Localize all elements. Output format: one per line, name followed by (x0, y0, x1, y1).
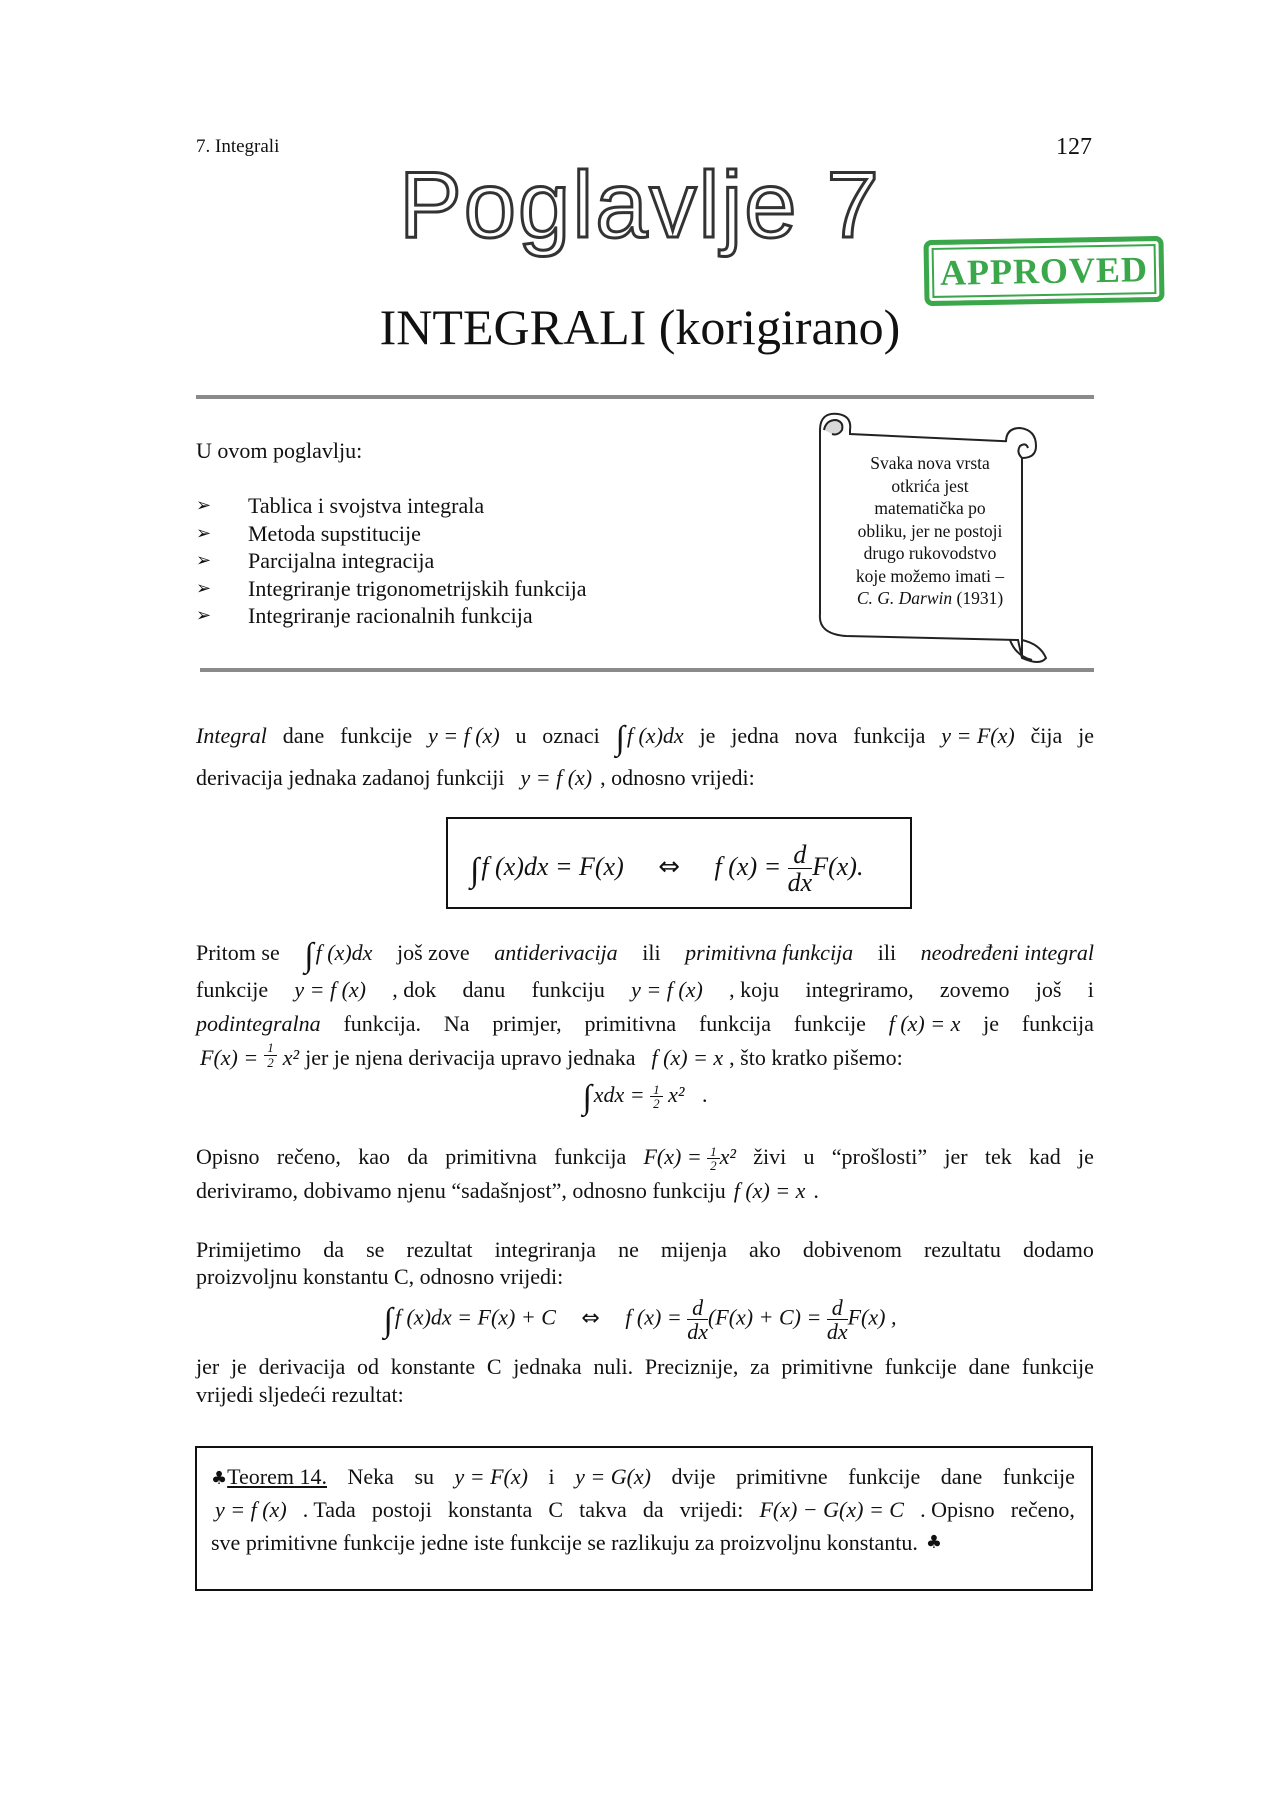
integral-sign-icon: ∫ (383, 1301, 393, 1339)
top-divider (196, 395, 1094, 399)
result-paragraph: jer je derivacija od konstante C jednaka nuli. Preciznije, za primitivne funkcije dane funkcije vrijedi sljedeći rezultat: (196, 1354, 1094, 1407)
quote: Svaka nova vrsta otkrića jest matematička po obliku, jer ne postoji drugo rukovodstvo koje možemo imati – C. G. Darwin (1931) (855, 453, 1005, 608)
iff-icon: ⇔ (581, 1305, 600, 1331)
quote-author: C. G. Darwin (856, 588, 953, 608)
integral-sign-icon: ∫ (304, 937, 314, 974)
theorem-box: ♣Teorem 14. Neka su y = F(x) i y = G(x) dvije primitivne funkcije dane funkcije y = f (x) . Tada postoji konstanta C takva da vrijedi: F(x) − G(x) = C . Opisno rečeno, sve primitivne funkcije jedne iste funkcije se razlikuju za proizvoljnu konstantu. ♣ (195, 1446, 1093, 1591)
definition-equation-box: ∫f (x)dx = F(x) ⇔ f (x) = $\frac{d}{dx}$ F(x). (446, 817, 912, 909)
section-title: INTEGRALI (korigirano) (379, 299, 901, 355)
theorem-label: Teorem 14. (227, 1464, 328, 1489)
bottom-divider (200, 668, 1094, 672)
constant-equation: ∫f (x)dx = F(x) + C ⇔ f (x) = $\frac{d}{dx}$ (F(x) + C) = $\frac{d}{dx}$ F(x) , (383, 1295, 897, 1345)
constant-paragraph: Primijetimo da se rezultat integriranja ne mijenja ako dobivenom rezultatu dodamo proizvoljnu konstantu C, odnosno vrijedi: (196, 1237, 1094, 1289)
stamp-text: APPROVED (939, 249, 1149, 293)
antiderivative-paragraph: Pritom se ∫f (x)dx još zove antiderivacija ili primitivna funkcija ili neodređeni integral funkcije y = f (x) , dok danu funkciju y = f (x) , koju integriramo, zovemo još i podintegralna funkcija. Na primjer, primitivna funkcija funkcije f (x) = x je funkcija F(x) = $\frac{1}{2}$ x² jer je njena derivacija upravo jednaka f (x) = x , što kratko pišemo: ∫xdx = $\frac{1}{2}$ x² . (196, 937, 1094, 1116)
approved-stamp (923, 236, 1164, 306)
arrow-bullet-icon: ➢ (196, 495, 212, 516)
topic-list (196, 492, 586, 630)
page-number: 127 (1056, 134, 1092, 160)
topic-item: ➢ Metoda supstitucije (196, 520, 421, 546)
club-icon: ♣ (211, 1468, 228, 1489)
topic-item: ➢ Integriranje trigonometrijskih funkcija (196, 575, 587, 601)
running-header: 7. Integrali (196, 136, 280, 157)
integral-sign-icon: ∫ (615, 720, 625, 757)
arrow-bullet-icon: ➢ (196, 550, 212, 571)
integral-sign-icon: ∫ (470, 851, 480, 889)
topic-item: ➢ Parcijalna integracija (196, 548, 435, 573)
iff-icon: ⇔ (658, 851, 681, 882)
arrow-bullet-icon: ➢ (196, 522, 212, 544)
chapter-title: Poglavlje 7 (399, 152, 881, 257)
club-icon: ♣ (925, 1532, 942, 1553)
topic-item: ➢ Integriranje racionalnih funkcija (196, 603, 533, 628)
quote-year: (1931) (956, 588, 1004, 608)
definition-paragraph: Integral dane funkcije y = f (x) u oznaci ∫f (x)dx je jedna nova funkcija y = F(x) čija je derivacija jednaka zadanoj funkciji y = f (x) , odnosno vrijedi: (196, 720, 1094, 790)
chapter-contents-intro: U ovom poglavlju: (196, 438, 363, 463)
arrow-bullet-icon: ➢ (196, 577, 212, 599)
integral-sign-icon: ∫ (582, 1079, 592, 1116)
description-paragraph: Opisno rečeno, kao da primitivna funkcija F(x) = $\frac{1}{2}$ x² živi u “prošlosti” jer tek kad je deriviramo, dobivamo njenu “sadašnjost”, odnosno funkciju f (x) = x . (196, 1143, 1094, 1203)
arrow-bullet-icon: ➢ (196, 605, 212, 626)
topic-item: ➢ Tablica i svojstva integrala (196, 493, 485, 518)
